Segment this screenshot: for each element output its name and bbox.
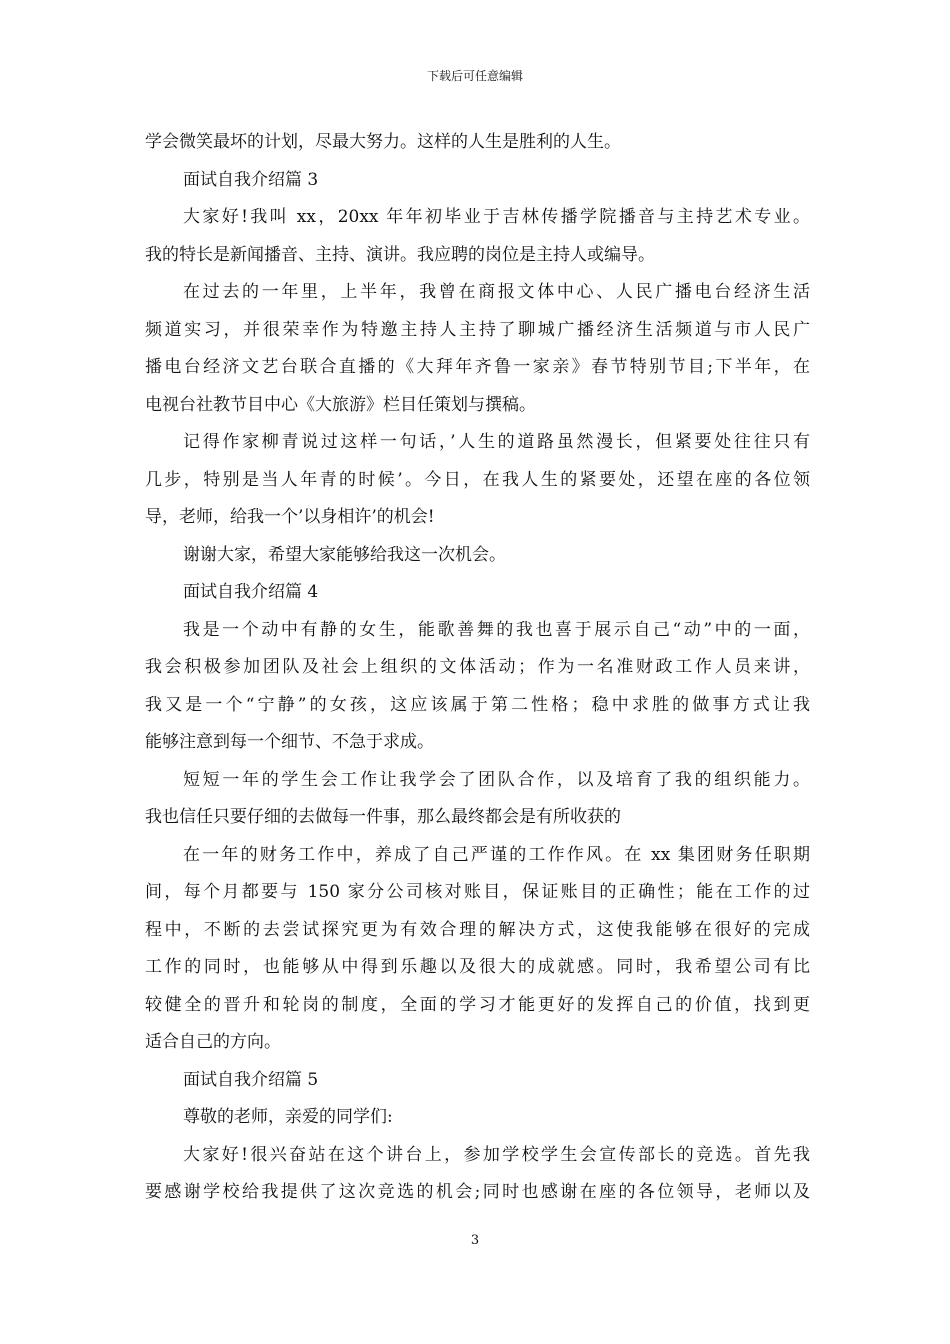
- text-line: 能够注意到每一个细节、不急于求成。: [145, 732, 434, 752]
- text-line: 工作的同时，也能够从中得到乐趣以及很大的成就感。同时，我希望公司有比: [145, 957, 810, 977]
- text-line: 在一年的财务工作中，养成了自己严谨的工作作风。在 xx 集团财务任职期: [183, 844, 810, 865]
- text-line: 大家好!很兴奋站在这个讲台上，参加学校学生会宣传部长的竞选。首先我: [183, 1144, 810, 1165]
- text-line: 我会积极参加团队及社会上组织的文体活动；作为一名准财政工作人员来讲，: [145, 657, 810, 677]
- page-header: 下载后可任意编辑: [426, 69, 523, 83]
- text-line: 几步，特别是当人年青的时候’。今日，在我人生的紧要处，还望在座的各位领: [145, 469, 810, 490]
- text-line: 短短一年的学生会工作让我学会了团队合作，以及培育了我的组织能力。: [183, 769, 810, 790]
- text-line: 我的特长是新闻播音、主持、演讲。我应聘的岗位是主持人或编导。: [145, 244, 655, 265]
- text-line: 较健全的晋升和轮岗的制度，全面的学习才能更好的发挥自己的价值，找到更: [145, 994, 810, 1015]
- text-line: 我又是一个“宁静”的女孩，这应该属于第二性格；稳中求胜的做事方式让我: [145, 694, 810, 715]
- text-line: 面试自我介绍篇 4: [183, 582, 319, 602]
- text-line: 适合自己的方向。: [145, 1032, 281, 1052]
- text-line: 程中，不断的去尝试探究更为有效合理的解决方式，这使我能够在很好的完成: [145, 919, 810, 940]
- text-line: 面试自我介绍篇 3: [183, 169, 319, 190]
- text-line: 我是一个动中有静的女生，能歌善舞的我也喜于展示自己“动”中的一面，: [183, 619, 810, 640]
- text-line: 播电台经济文艺台联合直播的《大拜年齐鲁一家亲》春节特别节目;下半年，在: [145, 357, 810, 377]
- text-line: 在过去的一年里，上半年，我曾在商报文体中心、人民广播电台经济生活: [183, 282, 810, 302]
- text-line: 学会微笑最坏的计划，尽最大努力。这样的人生是胜利的人生。: [145, 132, 621, 152]
- text-line: 导，老师，给我一个’以身相许’的机会!: [145, 507, 435, 527]
- text-line: 我也信任只要仔细的去做每一件事，那么最终都会是有所收获的: [145, 807, 621, 827]
- text-line: 要感谢学校给我提供了这次竞选的机会;同时也感谢在座的各位领导，老师以及: [145, 1182, 810, 1202]
- text-line: 谢谢大家，希望大家能够给我这一次机会。: [183, 544, 506, 565]
- text-line: 记得作家柳青说过这样一句话，’人生的道路虽然漫长，但紧要处往往只有: [183, 432, 810, 452]
- text-line: 大家好!我叫 xx，20xx 年年初毕业于吉林传播学院播音与主持艺术专业。: [183, 207, 810, 227]
- text-line: 尊敬的老师，亲爱的同学们:: [183, 1107, 393, 1127]
- text-line: 频道实习，并很荣幸作为特邀主持人主持了聊城广播经济生活频道与市人民广: [145, 319, 810, 340]
- document-body: [145, 124, 810, 1212]
- page-number: 3: [470, 1233, 480, 1248]
- text-line: 面试自我介绍篇 5: [183, 1069, 319, 1090]
- text-line: 间，每个月都要与 150 家分公司核对账目，保证账目的正确性；能在工作的过: [145, 882, 810, 902]
- text-line: 电视台社教节目中心《大旅游》栏目任策划与撰稿。: [145, 394, 536, 415]
